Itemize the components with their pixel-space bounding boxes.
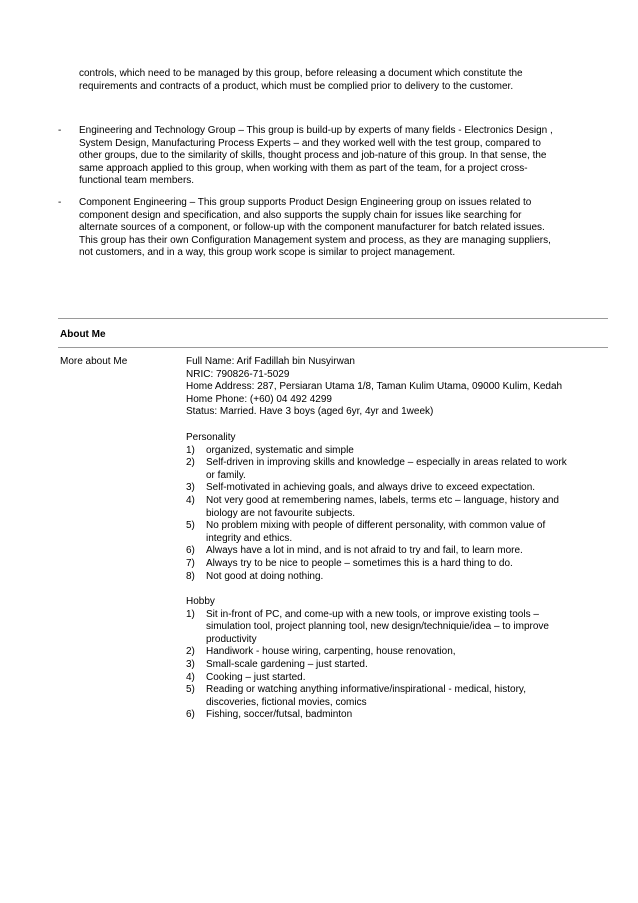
text-line: Engineering and Technology Group – This group is build-up by experts of many fields - Electronics Design ,	[79, 125, 553, 136]
row-label: More about Me	[60, 356, 128, 367]
dash-bullet: -	[58, 125, 62, 136]
text-line: alternate sources of a component, or follow-up with the component manufacturer for batch related issues.	[79, 222, 545, 234]
group-item-component-engineering	[58, 197, 578, 260]
list-item: 2) Self-driven in improving skills and knowledge – especially in areas related to work or family.	[186, 457, 567, 481]
full-name: Full Name: Arif Fadillah bin Nusyirwan	[186, 356, 355, 367]
list-item: 2) Handiwork - house wiring, carpenting, house renovation,	[186, 646, 456, 658]
list-item: 4) Cooking – just started.	[186, 671, 306, 683]
text-line: System Design, Manufacturing Process Experts – and they worked well with the test group, compared to	[79, 137, 541, 149]
home-phone: Home Phone: (+60) 04 492 4299	[186, 393, 332, 405]
hobby-heading: Hobby	[186, 596, 215, 608]
nric: NRIC: 790826-71-5029	[186, 368, 290, 380]
text-line: functional team members.	[79, 175, 195, 187]
text-line: same approach applied to this group, when working with them as part of the team, for a project cross-	[79, 162, 528, 174]
text-line: not customers, and in a way, this group work scope is similar to project management.	[79, 247, 456, 259]
dash-bullet: -	[58, 197, 62, 208]
continuation-paragraph	[79, 68, 559, 93]
list-item: 6) Always have a lot in mind, and is not afraid to try and fail, to learn more.	[186, 545, 523, 557]
text-line: other groups, due to the similarity of skills, thought process and job-nature of this group. In that sense, the	[79, 150, 547, 162]
list-item: 8) Not good at doing nothing.	[186, 570, 324, 582]
personality-list	[186, 445, 606, 584]
personality-heading: Personality	[186, 431, 236, 443]
text-line: component design and specification, and also supports the supply chain for issues like searching for	[79, 209, 522, 221]
about-details	[186, 356, 606, 722]
text-line: controls, which need to be managed by this group, before releasing a document which constitute the	[79, 68, 523, 79]
section-title: About Me	[60, 329, 106, 340]
list-item: 4) Not very good at remembering names, labels, terms etc – language, history and biology are not favourite subjects.	[186, 494, 559, 519]
list-item: 5) No problem mixing with people of different personality, with common value of integrity and ethics.	[186, 520, 546, 544]
list-item: 3) Self-motivated in achieving goals, and always drive to exceed expectation.	[186, 482, 536, 494]
section-divider-top	[58, 318, 608, 319]
text-line: Component Engineering – This group supports Product Design Engineering group on issues related to	[79, 197, 532, 208]
group-item-engineering-technology	[58, 125, 578, 188]
list-item: 5) Reading or watching anything informative/inspirational - medical, history, discoveries, fictional movies, comics	[186, 684, 526, 708]
hobby-list	[186, 609, 606, 722]
list-item: 6) Fishing, soccer/futsal, badminton	[186, 709, 353, 721]
list-item: 1) Sit in-front of PC, and come-up with a new tools, or improve existing tools – simulation tool, project planning tool, new design/techniquie/idea – to improve productivity	[186, 608, 549, 645]
list-item: 3) Small-scale gardening – just started.	[186, 659, 368, 671]
marital-status: Status: Married. Have 3 boys (aged 6yr, 4yr and 1week)	[186, 406, 434, 418]
text-line: requirements and contracts of a product, which must be complied prior to delivery to the customer.	[79, 80, 514, 92]
list-item: 7) Always try to be nice to people – sometimes this is a hard thing to do.	[186, 557, 513, 569]
list-item: 1) organized, systematic and simple	[186, 444, 354, 456]
text-line: This group has their own Configuration Management system and process, as they are managing suppliers,	[79, 234, 551, 246]
home-address: Home Address: 287, Persiaran Utama 1/8, Taman Kulim Utama, 09000 Kulim, Kedah	[186, 381, 563, 393]
section-divider-bottom	[58, 347, 608, 348]
